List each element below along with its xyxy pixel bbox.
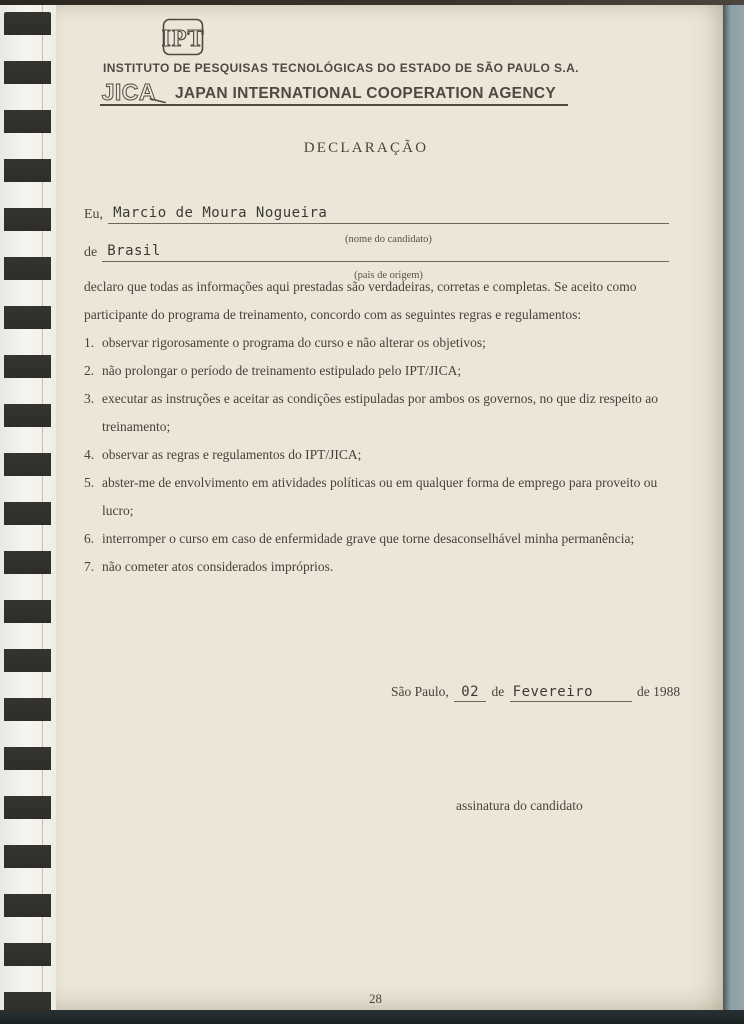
country-field [84, 243, 669, 262]
date-de: de [491, 684, 505, 699]
spiral-binding [4, 12, 51, 1024]
date-city: São Paulo, [391, 684, 449, 699]
rule-number: 4. [84, 447, 95, 462]
country-field-caption: (pais de origem) [354, 270, 423, 281]
binding-margin [0, 0, 56, 1024]
ipt-logo-text: IPT [162, 26, 204, 52]
scan-edge-top [0, 0, 744, 5]
country-field-prefix: de [84, 245, 98, 260]
rule-number: 1. [84, 335, 95, 350]
rule-item [84, 329, 689, 357]
candidate-name-field [84, 205, 669, 224]
signature-caption: assinatura do candidato [456, 798, 583, 813]
date-day-value: 02 [461, 684, 480, 700]
rule-text: interromper o curso em caso de enfermidade grave que torne desaconselhável minha permanência; [102, 531, 635, 546]
date-month-field [510, 684, 632, 702]
rules-list [84, 329, 689, 581]
rule-number: 5. [84, 475, 95, 490]
document-page [56, 5, 723, 1010]
name-field-prefix: Eu, [84, 207, 104, 222]
rule-text: observar rigorosamente o programa do curso e não alterar os objetivos; [102, 335, 486, 350]
date-day-field [454, 684, 486, 702]
jica-header [100, 76, 568, 106]
rule-item [84, 357, 689, 385]
jica-logo-text: JICA [101, 79, 157, 106]
scan-edge-bottom [0, 1010, 744, 1024]
rule-number: 6. [84, 531, 95, 546]
date-month-value: Fevereiro [512, 684, 593, 700]
jica-logo-icon [100, 76, 167, 110]
rule-item [84, 525, 689, 553]
rule-text: não cometer atos considerados impróprios. [102, 559, 334, 574]
country-field-line [102, 243, 669, 262]
rule-item [84, 441, 689, 469]
rule-number: 2. [84, 363, 95, 378]
scan-edge-right [723, 0, 744, 1024]
page-number: 28 [369, 991, 382, 1006]
rule-item [84, 385, 689, 441]
name-field-caption: (nome do candidato) [345, 234, 432, 245]
declaration-body [84, 273, 689, 581]
rule-text: executar as instruções e aceitar as condições estipuladas por ambos os governos, no que diz respeito ao treinamento; [102, 391, 658, 434]
institute-name: INSTITUTO DE PESQUISAS TECNOLÓGICAS DO ESTADO DE SÃO PAULO S.A. [103, 61, 579, 75]
date-year: de 1988 [637, 684, 681, 699]
rule-item [84, 469, 689, 525]
rule-item [84, 553, 689, 581]
rule-text: observar as regras e regulamentos do IPT/JICA; [102, 447, 362, 462]
declaration-intro: declaro que todas as informações aqui prestadas são verdadeiras, corretas e completas. Se aceito como participante do programa de treinamento, concordo com as seguintes regras e regulamentos: [84, 279, 637, 322]
jica-agency-name: JAPAN INTERNATIONAL COOPERATION AGENCY [175, 85, 557, 102]
candidate-name-value: Marcio de Moura Nogueira [113, 205, 328, 221]
rule-number: 3. [84, 391, 95, 406]
date-line [391, 684, 680, 702]
rule-text: abster-me de envolvimento em atividades políticas ou em qualquer forma de emprego para proveito ou lucro; [102, 475, 658, 518]
document-title: DECLARAÇÃO [303, 140, 429, 156]
rule-number: 7. [84, 559, 95, 574]
name-field-line [108, 205, 669, 224]
ipt-logo-icon [162, 18, 204, 61]
country-value: Brasil [107, 243, 161, 259]
rule-text: não prolongar o período de treinamento estipulado pelo IPT/JICA; [102, 363, 462, 378]
